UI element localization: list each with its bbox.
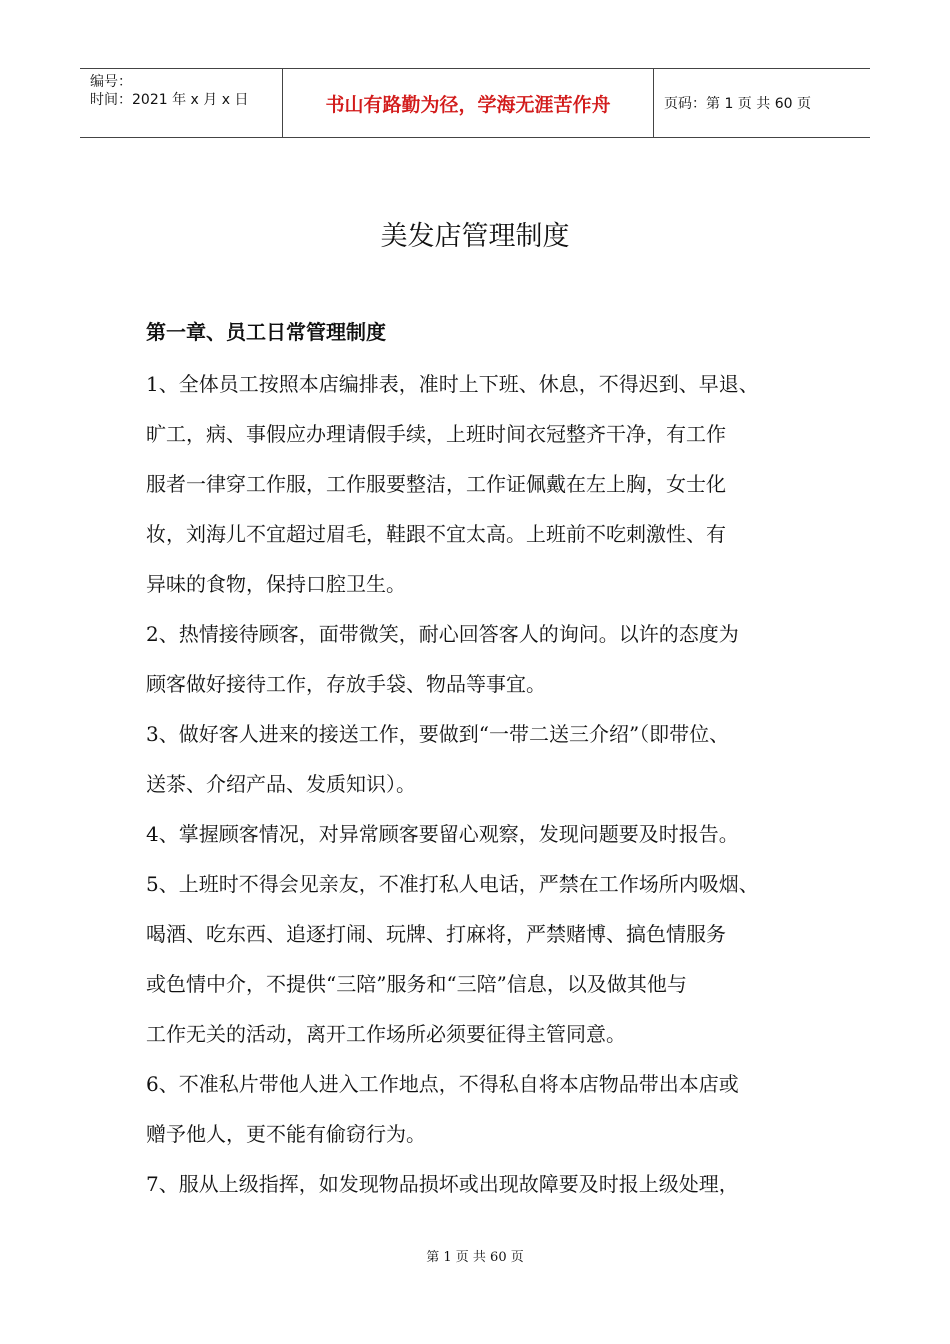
header-page-info: 页码：第 1 页 共 60 页 [664, 96, 811, 112]
body-line: 顾客做好接待工作，存放手袋、物品等事宜。 [146, 672, 546, 696]
page-header [80, 68, 870, 138]
page-footer: 第 1 页 共 60 页 [426, 1250, 524, 1265]
body-line: 3、做好客人进来的接送工作，要做到“一带二送三介绍”（即带位、 [146, 722, 730, 746]
document-number-label: 编号： [90, 74, 132, 90]
document-date: 时间：2021 年 x 月 x 日 [90, 92, 249, 108]
body-line: 工作无关的活动，离开工作场所必须要征得主管同意。 [146, 1022, 626, 1046]
body-line: 4、掌握顾客情况，对异常顾客要留心观察，发现问题要及时报告。 [146, 822, 739, 846]
body-line: 送茶、介绍产品、发质知识）。 [146, 772, 416, 796]
body-line: 6、不准私片带他人进入工作地点，不得私自将本店物品带出本店或 [146, 1072, 739, 1096]
body-line: 喝酒、吃东西、追逐打闹、玩牌、打麻将，严禁赌博、搞色情服务 [146, 922, 726, 946]
header-meta [80, 69, 282, 137]
body-line: 服者一律穿工作服，工作服要整洁，工作证佩戴在左上胸，女士化 [146, 472, 726, 496]
body-line: 1、全体员工按照本店编排表，准时上下班、休息，不得迟到、早退、 [146, 372, 759, 396]
body-line: 5、上班时不得会见亲友，不准打私人电话，严禁在工作场所内吸烟、 [146, 872, 759, 896]
chapter-title: 第一章、员工日常管理制度 [146, 320, 386, 344]
body-line: 妆，刘海儿不宜超过眉毛，鞋跟不宜太高。上班前不吃刺激性、有 [146, 522, 726, 546]
header-motto: 书山有路勤为径，学海无涯苦作舟 [282, 69, 654, 137]
document-title: 美发店管理制度 [380, 221, 570, 252]
body-line: 旷工，病、事假应办理请假手续，上班时间衣冠整齐干净，有工作 [146, 422, 726, 446]
body-line: 异味的食物，保持口腔卫生。 [146, 572, 406, 596]
body-line: 7、服从上级指挥，如发现物品损坏或出现故障要及时报上级处理， [146, 1172, 739, 1196]
body-line: 赠予他人，更不能有偷窃行为。 [146, 1122, 426, 1146]
body-line: 2、热情接待顾客，面带微笑，耐心回答客人的询问。以许的态度为 [146, 622, 739, 646]
body-line: 或色情中介，不提供“三陪”服务和“三陪”信息，以及做其他与 [146, 972, 687, 996]
